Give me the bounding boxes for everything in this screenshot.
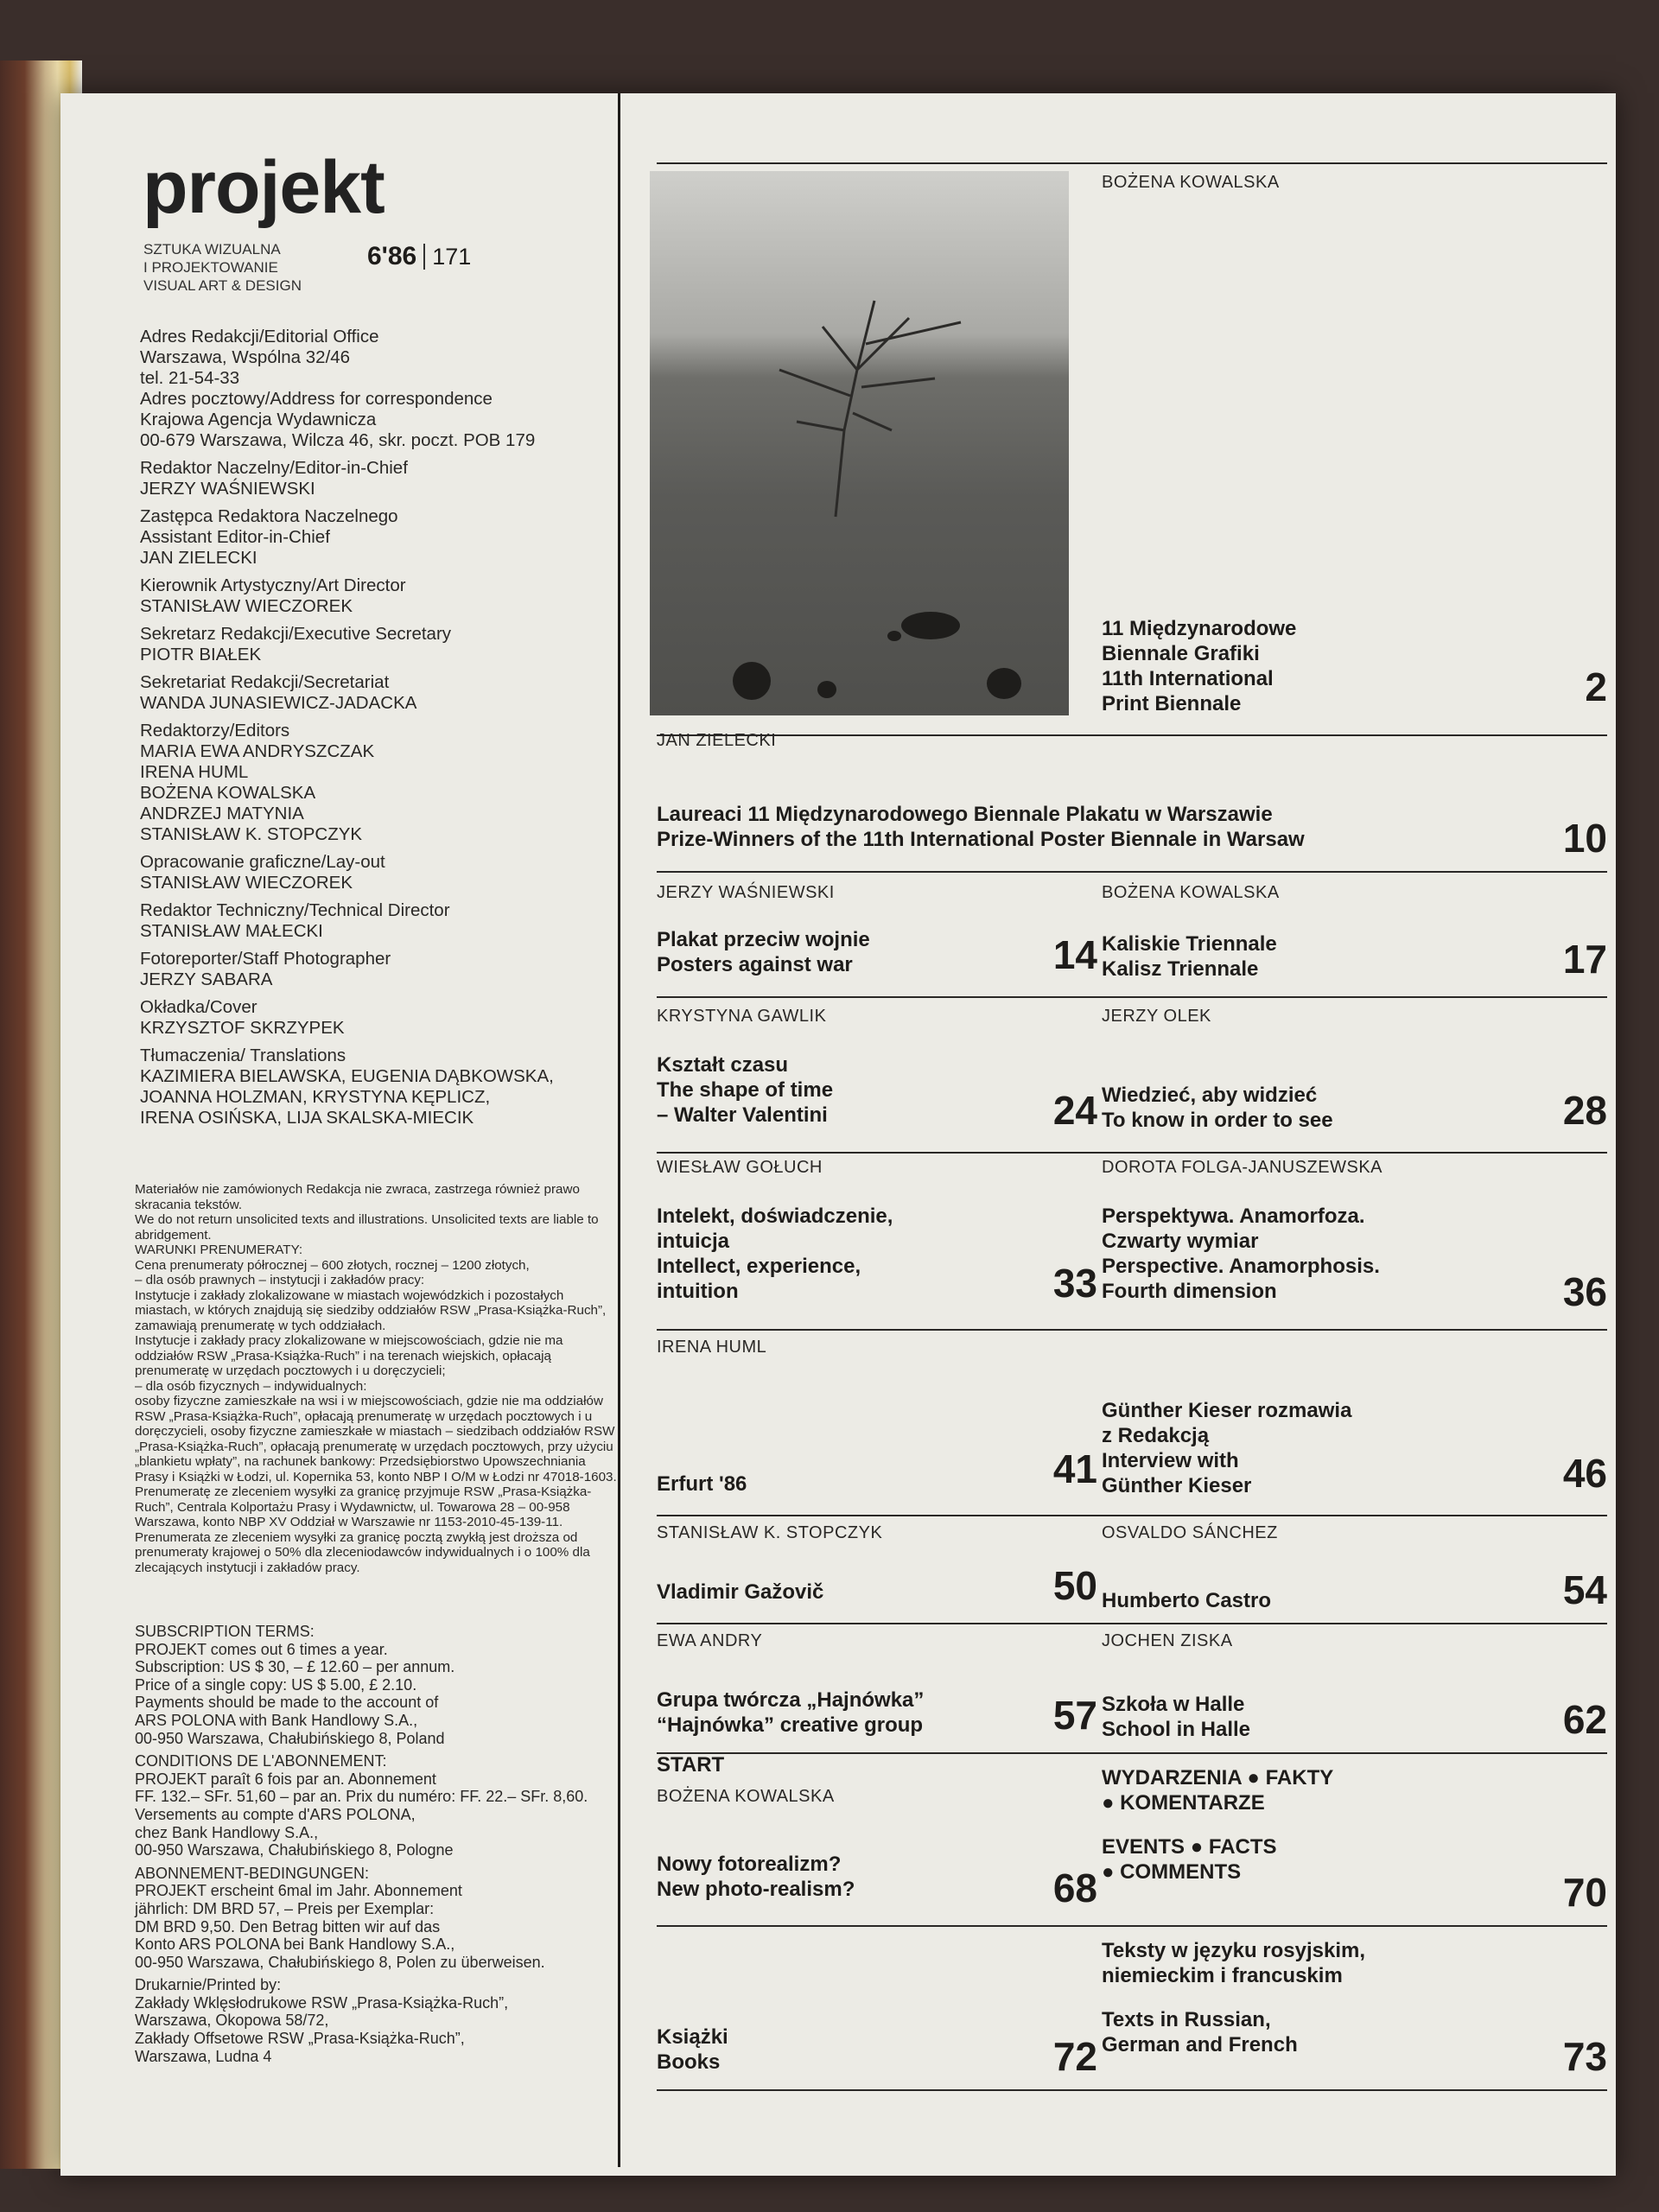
divider-line — [657, 162, 1607, 164]
divider-line — [1102, 996, 1607, 998]
toc-title-line: Humberto Castro — [1102, 1589, 1272, 1612]
toc-title — [1102, 931, 1277, 982]
terms-line: 00-950 Warszawa, Chałubińskiego 8, Pologne — [135, 1841, 454, 1859]
toc-title-line: intuition — [657, 1280, 739, 1303]
staff-line: STANISŁAW MAŁECKI — [140, 921, 323, 941]
divider-line — [657, 734, 1607, 736]
toc-title — [657, 1852, 855, 1902]
divider-line — [657, 871, 1607, 873]
toc-page-number: 72 — [1052, 2034, 1097, 2079]
divider-line — [1102, 1925, 1607, 1927]
terms-line: Drukarnie/Printed by: — [135, 1976, 282, 1994]
terms-line: PROJEKT erscheint 6mal im Jahr. Abonnement — [135, 1882, 462, 1900]
staff-block — [140, 1046, 611, 1128]
toc-title — [1102, 1398, 1351, 1498]
terms-line: Warszawa, Ludna 4 — [135, 2047, 272, 2065]
staff-line: JAN ZIELECKI — [140, 548, 257, 568]
divider-line — [657, 1152, 1149, 1154]
toc-title — [657, 1052, 833, 1128]
staff-line: Redaktor Naczelny/Editor-in-Chief — [140, 458, 408, 478]
toc-title-line: Intelekt, doświadczenie, — [657, 1205, 893, 1228]
staff-line: tel. 21-54-33 — [140, 368, 240, 388]
fineprint-paragraph: Materiałów nie zamówionych Redakcja nie zwraca, zastrzega również prawo skracania tekstów. — [135, 1182, 580, 1212]
terms-line: Zakłady Wklęsłodrukowe RSW „Prasa-Książka-Ruch”, — [135, 1993, 509, 2012]
fineprint-paragraph: – dla osób prawnych – instytucji i zakładów pracy: — [135, 1273, 425, 1287]
staff-block — [140, 327, 611, 451]
toc-page-number: 2 — [1585, 664, 1607, 709]
staff-line: JERZY SABARA — [140, 969, 273, 989]
divider-line — [657, 996, 1149, 998]
staff-line: KRZYSZTOF SKRZYPEK — [140, 1018, 345, 1038]
divider-line — [657, 2089, 1149, 2091]
toc-title-line: WYDARZENIA ● FAKTY — [1102, 1766, 1334, 1789]
divider-line — [1102, 1152, 1607, 1154]
toc-page-number: 24 — [1052, 1088, 1097, 1133]
terms-block — [135, 1623, 619, 1747]
terms-line: Warszawa, Okopowa 58/72, — [135, 2012, 329, 2030]
toc-title-line: Kształt czasu — [657, 1053, 789, 1077]
staff-line: Fotoreporter/Staff Photographer — [140, 949, 391, 969]
staff-block — [140, 624, 611, 665]
toc-title-line: Wiedzieć, aby widzieć — [1102, 1084, 1318, 1107]
staff-block — [140, 852, 611, 893]
masthead-subtitle: SZTUKA WIZUALNA I PROJEKTOWANIE VISUAL ART & DESIGN — [143, 241, 302, 294]
tree-sculpture-image — [650, 171, 1069, 715]
terms-line: PROJEKT comes out 6 times a year. — [135, 1640, 388, 1658]
toc-title-line: Nowy fotorealizm? — [657, 1853, 842, 1876]
toc-page-number: 68 — [1052, 1866, 1097, 1910]
divider-line — [1102, 1329, 1607, 1331]
divider-line — [1102, 1752, 1607, 1754]
toc-title-line: New photo-realism? — [657, 1878, 855, 1901]
toc-title-line: Szkoła w Halle — [1102, 1693, 1245, 1716]
toc-page-number: 62 — [1562, 1697, 1607, 1742]
terms-block — [135, 1752, 619, 1859]
staff-line: Okładka/Cover — [140, 997, 257, 1017]
toc-author: OSVALDO SÁNCHEZ — [1102, 1523, 1278, 1542]
staff-line: BOŻENA KOWALSKA — [140, 783, 316, 803]
terms-line: DM BRD 9,50. Den Betrag bitten wir auf das — [135, 1917, 441, 1936]
toc-title-line: School in Halle — [1102, 1718, 1251, 1741]
terms-line: Price of a single copy: US $ 5.00, £ 2.10. — [135, 1675, 417, 1694]
staff-line: Opracowanie graficzne/Lay-out — [140, 852, 385, 872]
staff-block — [140, 721, 611, 845]
toc-page-number: 33 — [1052, 1261, 1097, 1306]
toc-title-line — [1102, 1815, 1333, 1834]
toc-title-line: 11 Międzynarodowe — [1102, 617, 1297, 640]
fineprint-paragraph: – dla osób fizycznych – indywidualnych: — [135, 1378, 367, 1394]
toc-title-line: ● COMMENTS — [1102, 1860, 1242, 1884]
staff-line: STANISŁAW K. STOPCZYK — [140, 824, 363, 844]
terms-line: PROJEKT paraît 6 fois par an. Abonnement — [135, 1770, 436, 1788]
toc-page-number: 17 — [1562, 937, 1607, 982]
toc-title — [1102, 1765, 1333, 1885]
toc-title-line: Grupa twórcza „Hajnówka” — [657, 1688, 925, 1712]
toc-title — [657, 802, 1305, 852]
toc-title — [1102, 1204, 1380, 1304]
toc-title-line: Teksty w języku rosyjskim, — [1102, 1939, 1366, 1962]
toc-title-line: Books — [657, 2050, 721, 2074]
terms-block — [135, 1865, 619, 1972]
divider-line — [657, 1925, 1149, 1927]
terms-line: Konto ARS POLONA bei Bank Handlowy S.A., — [135, 1936, 455, 1954]
toc-title-line: Vladimir Gažovič — [657, 1580, 824, 1604]
toc-title — [657, 1471, 747, 1497]
terms-line: SUBSCRIPTION TERMS: — [135, 1623, 315, 1640]
staff-list — [140, 327, 611, 1135]
toc-title — [657, 2024, 728, 2075]
toc-title-line: z Redakcją — [1102, 1424, 1210, 1447]
toc-title-line: Książki — [657, 2025, 728, 2049]
toc-title-line: intuicja — [657, 1230, 730, 1253]
toc-author: JERZY OLEK — [1102, 1007, 1211, 1026]
terms-block — [135, 1976, 619, 2065]
toc-author: IRENA HUML — [657, 1338, 767, 1357]
toc-title-line: Interview with — [1102, 1449, 1239, 1472]
toc-title — [1102, 1938, 1365, 2057]
staff-line: JOANNA HOLZMAN, KRYSTYNA KĘPLICZ, — [140, 1087, 491, 1107]
terms-line: Subscription: US $ 30, – £ 12.60 – per annum. — [135, 1658, 455, 1676]
cover-photo — [650, 171, 1069, 715]
staff-line: STANISŁAW WIECZOREK — [140, 596, 353, 616]
toc-title — [657, 1688, 924, 1738]
toc-title-line: Posters against war — [657, 953, 853, 976]
toc-title — [1102, 616, 1296, 716]
subscription-terms — [135, 1623, 619, 2070]
staff-line: Redaktorzy/Editors — [140, 721, 290, 741]
toc-author: JOCHEN ZISKA — [1102, 1631, 1233, 1650]
toc-page-number: 57 — [1052, 1693, 1097, 1738]
toc-title-line: Fourth dimension — [1102, 1280, 1277, 1303]
toc-page-number: 28 — [1562, 1088, 1607, 1133]
subscription-fineprint — [135, 1182, 619, 1575]
issue-number: 6'86 171 — [367, 242, 472, 270]
terms-line: jährlich: DM BRD 57, – Preis per Exemplar: — [135, 1899, 435, 1917]
toc-page-number: 50 — [1052, 1563, 1097, 1608]
toc-title-line: “Hajnówka” creative group — [657, 1713, 924, 1737]
staff-line: WANDA JUNASIEWICZ-JADACKA — [140, 693, 417, 713]
staff-line: Warszawa, Wspólna 32/46 — [140, 347, 351, 367]
toc-title-line: Perspective. Anamorphosis. — [1102, 1255, 1380, 1278]
toc-title-line: – Walter Valentini — [657, 1103, 828, 1127]
toc-title-line — [1102, 1988, 1365, 2007]
divider-line — [1102, 1623, 1607, 1624]
staff-line: IRENA OSIŃSKA, LIJA SKALSKA-MIECIK — [140, 1108, 474, 1128]
toc-section-heading: START — [657, 1753, 725, 1777]
divider-line — [1102, 2089, 1607, 2091]
toc-author: DOROTA FOLGA-JANUSZEWSKA — [1102, 1158, 1382, 1177]
toc-title-line: German and French — [1102, 2033, 1298, 2056]
fineprint-paragraph: Prenumeratę ze zleceniem wysyłki za granicę przyjmuje RSW „Prasa-Książka-Ruch”, Centrala Kolportażu Prasy i Wydawnictw, ul. Towarowa 28 – 00-958 Warszawa, konto NBP XV Oddział w Warszawie nr 1153-2010-45-139-11. Prenumerata ze zleceniem wysyłki za granicę pocztą zwykłą jest droższa od prenumeraty krajowej o 50% dla zleceniodawców indywidualnych i o 100% dla zlecających instytucji i zakładów pracy. — [135, 1484, 592, 1575]
fineprint-paragraph: Instytucje i zakłady zlokalizowane w miastach wojewódzkich i pozostałych miastach, w których znajdują się siedziby oddziałów RSW „Prasa-Książka-Ruch”, zamawiają prenumeratę w tych oddziałach. — [135, 1287, 607, 1333]
toc-author: KRYSTYNA GAWLIK — [657, 1007, 827, 1026]
staff-line: Krajowa Agencja Wydawnicza — [140, 410, 377, 429]
toc-author: BOŻENA KOWALSKA — [1102, 173, 1280, 192]
toc-title-line: Texts in Russian, — [1102, 2008, 1271, 2031]
toc-title-line: Erfurt '86 — [657, 1472, 747, 1496]
toc-author: STANISŁAW K. STOPCZYK — [657, 1523, 883, 1542]
toc-title — [1102, 1083, 1333, 1133]
staff-line: Sekretarz Redakcji/Executive Secretary — [140, 624, 452, 644]
staff-line: PIOTR BIAŁEK — [140, 645, 262, 664]
toc-page-number: 46 — [1562, 1451, 1607, 1496]
toc-author: WIESŁAW GOŁUCH — [657, 1158, 823, 1177]
toc-page-number: 36 — [1562, 1269, 1607, 1314]
toc-title-line: Prize-Winners of the 11th International Poster Biennale in Warsaw — [657, 828, 1305, 851]
toc-title-line: ● KOMENTARZE — [1102, 1791, 1265, 1815]
staff-line: Redaktor Techniczny/Technical Director — [140, 900, 450, 920]
staff-line: Assistant Editor-in-Chief — [140, 527, 330, 547]
toc-title-line: EVENTS ● FACTS — [1102, 1835, 1277, 1859]
toc-author: BOŻENA KOWALSKA — [657, 1787, 835, 1806]
staff-line: IRENA HUML — [140, 762, 249, 782]
toc-title — [1102, 1692, 1250, 1742]
staff-line: Kierownik Artystyczny/Art Director — [140, 575, 406, 595]
toc-page-number: 70 — [1562, 1870, 1607, 1915]
fineprint-paragraph: Cena prenumeraty półrocznej – 600 złotych, rocznej – 1200 złotych, — [135, 1257, 530, 1273]
terms-line: ARS POLONA with Bank Handlowy S.A., — [135, 1711, 418, 1729]
terms-line: Payments should be made to the account of — [135, 1694, 439, 1712]
staff-block — [140, 997, 611, 1039]
divider-line — [657, 1329, 1149, 1331]
staff-line: KAZIMIERA BIELAWSKA, EUGENIA DĄBKOWSKA, — [140, 1066, 554, 1086]
toc-author: JERZY WAŚNIEWSKI — [657, 883, 835, 902]
terms-line: chez Bank Handlowy S.A., — [135, 1823, 319, 1841]
staff-line: Sekretariat Redakcji/Secretariat — [140, 672, 390, 692]
toc-title — [657, 927, 870, 977]
toc-title-line: Kaliskie Triennale — [1102, 932, 1277, 956]
divider-line — [657, 1623, 1149, 1624]
toc-author: EWA ANDRY — [657, 1631, 763, 1650]
toc-title — [657, 1580, 823, 1605]
fineprint-paragraph: WARUNKI PRENUMERATY: — [135, 1243, 303, 1257]
toc-title-line: Kalisz Triennale — [1102, 957, 1259, 981]
toc-author: BOŻENA KOWALSKA — [1102, 883, 1280, 902]
terms-line: Versements au compte d'ARS POLONA, — [135, 1805, 416, 1823]
terms-line: 00-950 Warszawa, Chałubińskiego 8, Polen zu überweisen. — [135, 1953, 545, 1971]
staff-line: Tłumaczenia/ Translations — [140, 1046, 346, 1065]
terms-line: Zakłady Offsetowe RSW „Prasa-Książka-Ruch”, — [135, 2030, 465, 2048]
toc-title-line: Günther Kieser rozmawia — [1102, 1399, 1352, 1422]
staff-line: Zastępca Redaktora Naczelnego — [140, 506, 398, 526]
divider-line — [657, 1752, 1149, 1754]
toc-page-number: 54 — [1562, 1567, 1607, 1612]
staff-line: 00-679 Warszawa, Wilcza 46, skr. poczt. POB 179 — [140, 430, 536, 450]
terms-line: 00-950 Warszawa, Chałubińskiego 8, Poland — [135, 1729, 445, 1747]
toc-title-line: Czwarty wymiar — [1102, 1230, 1259, 1253]
toc-title-line: Günther Kieser — [1102, 1474, 1252, 1497]
toc-title-line: The shape of time — [657, 1078, 834, 1102]
toc-page-number: 14 — [1052, 932, 1097, 977]
staff-line: Adres pocztowy/Address for correspondence — [140, 389, 493, 409]
terms-line: FF. 132.– SFr. 51,60 – par an. Prix du numéro: FF. 22.– SFr. 8,60. — [135, 1788, 588, 1806]
toc-title-line: To know in order to see — [1102, 1109, 1333, 1132]
divider-line — [1102, 1515, 1607, 1516]
staff-line: STANISŁAW WIECZOREK — [140, 873, 353, 893]
staff-block — [140, 900, 611, 942]
magazine-logo: projekt — [143, 146, 385, 229]
toc-title-line: Biennale Grafiki — [1102, 642, 1260, 665]
toc-page-number: 10 — [1562, 816, 1607, 861]
staff-block — [140, 575, 611, 617]
fineprint-paragraph: osoby fizyczne zamieszkałe na wsi i w miejscowościach, gdzie nie ma oddziałów RSW „Prasa-Książka-Ruch”, opłacają prenumeratę w urzędach pocztowych i u doręczycieli, osoby fizyczne zamieszkałe w miastach – siedzibach oddziałów RSW „Prasa-Książka-Ruch”, opłacają prenumeratę w urzędach pocztowych, przy użyciu „blankietu wpłaty”, na rachunek bankowy: Przedsiębiorstwo Upowszechniania Prasy i Książki w Łodzi, ul. Kopernika 53, konto NBP I O/M w Łodzi nr 47018-1603. — [135, 1394, 617, 1484]
toc-title-line: Perspektywa. Anamorfoza. — [1102, 1205, 1365, 1228]
staff-block — [140, 672, 611, 714]
staff-block — [140, 458, 611, 499]
staff-line: MARIA EWA ANDRYSZCZAK — [140, 741, 375, 761]
staff-block — [140, 506, 611, 569]
staff-block — [140, 949, 611, 990]
fineprint-paragraph: We do not return unsolicited texts and illustrations. Unsolicited texts are liable to abridgement. — [135, 1212, 599, 1243]
toc-author: JAN ZIELECKI — [657, 731, 777, 750]
contents-page — [60, 93, 1616, 2176]
fineprint-paragraph: Instytucje i zakłady pracy zlokalizowane w miejscowościach, gdzie nie ma oddziałów RSW „Prasa-Książka-Ruch” i na terenach wiejskich, opłacają prenumeratę w urzędach pocztowych i u doręczycieli; — [135, 1333, 563, 1378]
toc-title-line: Intellect, experience, — [657, 1255, 861, 1278]
toc-title-line: niemieckim i francuskim — [1102, 1964, 1343, 1987]
toc-title — [1102, 1588, 1271, 1613]
staff-line: Adres Redakcji/Editorial Office — [140, 327, 379, 346]
toc-page-number: 73 — [1562, 2034, 1607, 2079]
toc-page-number: 41 — [1052, 1446, 1097, 1491]
terms-line: ABONNEMENT-BEDINGUNGEN: — [135, 1864, 370, 1882]
staff-line: ANDRZEJ MATYNIA — [140, 804, 304, 823]
staff-line: JERZY WAŚNIEWSKI — [140, 479, 315, 499]
terms-line: CONDITIONS DE L'ABONNEMENT: — [135, 1752, 387, 1770]
toc-title — [657, 1204, 893, 1304]
toc-title-line: Print Biennale — [1102, 692, 1242, 715]
divider-line — [657, 1515, 1149, 1516]
toc-title-line: Laureaci 11 Międzynarodowego Biennale Plakatu w Warszawie — [657, 803, 1273, 826]
toc-title-line: Plakat przeciw wojnie — [657, 928, 870, 951]
toc-title-line: 11th International — [1102, 667, 1274, 690]
